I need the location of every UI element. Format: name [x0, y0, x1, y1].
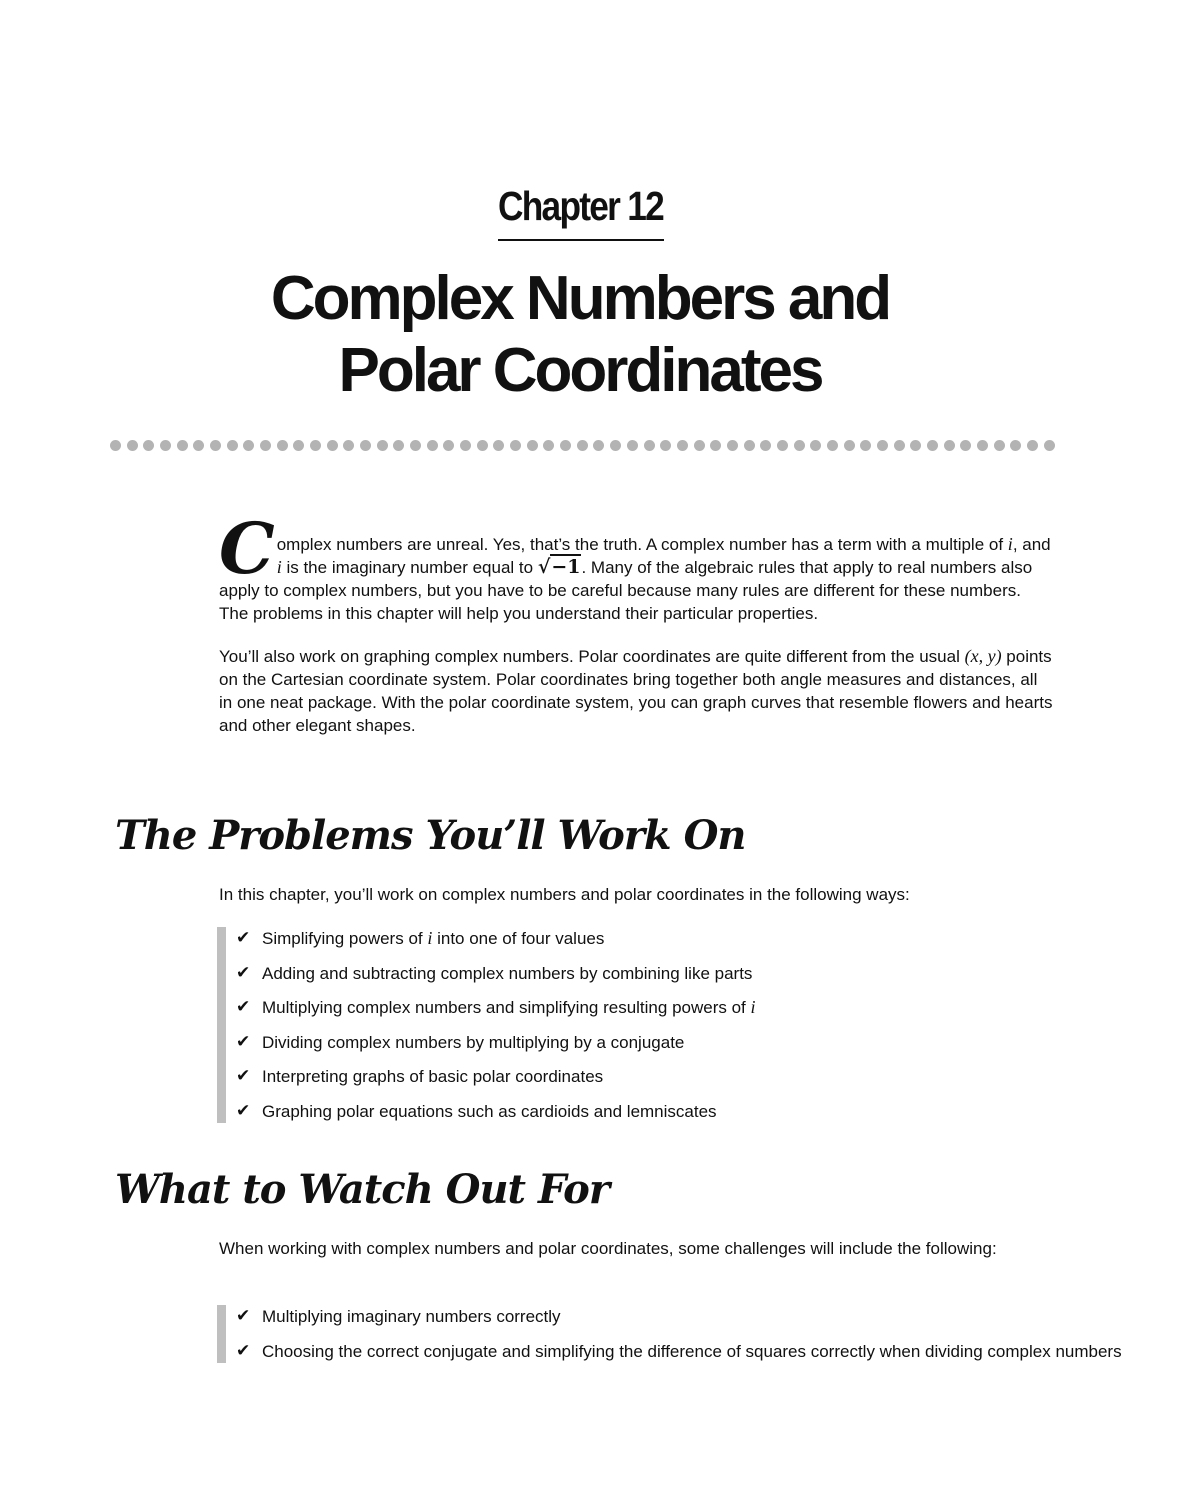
divider-dot	[310, 440, 321, 451]
divider-dot	[543, 440, 554, 451]
sqrt-neg-one	[538, 554, 582, 578]
divider-dot	[610, 440, 621, 451]
list-item	[226, 927, 756, 950]
divider-dot	[1027, 440, 1038, 451]
divider-dot	[527, 440, 538, 451]
list-item-text: Multiplying imaginary numbers correctly	[262, 1307, 561, 1326]
divider-dot	[1044, 440, 1055, 451]
divider-dot	[377, 440, 388, 451]
divider-dot	[260, 440, 271, 451]
list-item-text: Interpreting graphs of basic polar coordinates	[262, 1067, 604, 1086]
divider-dot	[593, 440, 604, 451]
list-item	[226, 1340, 1122, 1363]
divider-dot	[927, 440, 938, 451]
divider-dot	[243, 440, 254, 451]
list-item-text: Dividing complex numbers by multiplying by a conjugate	[262, 1032, 685, 1052]
checkmark-icon: ✔	[236, 1306, 251, 1326]
dotted-divider	[110, 438, 1055, 452]
section-heading-watch-out: What to Watch Out For	[115, 1166, 609, 1213]
divider-dot	[694, 440, 705, 451]
divider-dot	[1010, 440, 1021, 451]
chapter-title-line-1: Complex Numbers and	[270, 264, 890, 333]
list-item-text: Adding and subtracting complex numbers by combining like parts	[262, 963, 753, 983]
divider-dot	[627, 440, 638, 451]
divider-dot	[660, 440, 671, 451]
divider-dot	[777, 440, 788, 451]
divider-dot	[677, 440, 688, 451]
list-item	[226, 1065, 756, 1088]
divider-dot	[143, 440, 154, 451]
divider-dot	[427, 440, 438, 451]
imaginary-unit: i	[1007, 534, 1013, 554]
imaginary-unit: i	[276, 557, 282, 577]
list-item	[226, 962, 756, 985]
intro-p1-text-a: omplex numbers are unreal. Yes, that’s the truth. A complex number has a term with a multiple of	[276, 535, 1008, 554]
list-item-text: Multiplying complex numbers and simplifying resulting powers of	[262, 998, 751, 1017]
divider-dot	[460, 440, 471, 451]
xy-point: (x, y)	[964, 646, 1002, 666]
sqrt-radicand: −1	[551, 556, 581, 578]
imaginary-unit: i	[427, 928, 433, 948]
divider-dot	[110, 440, 121, 451]
divider-dot	[343, 440, 354, 451]
divider-dot	[827, 440, 838, 451]
divider-dot	[277, 440, 288, 451]
watch-out-intro: When working with complex numbers and polar coordinates, some challenges will include the following:	[219, 1239, 997, 1258]
divider-dot	[293, 440, 304, 451]
chapter-title	[230, 263, 930, 407]
divider-dot	[794, 440, 805, 451]
divider-dot	[327, 440, 338, 451]
list-item-text: Graphing polar equations such as cardioids and lemniscates	[262, 1101, 717, 1121]
checkmark-icon: ✔	[236, 1066, 251, 1086]
intro-paragraph-1	[219, 507, 1054, 625]
divider-dot	[910, 440, 921, 451]
divider-dot	[193, 440, 204, 451]
list-item-text: Simplifying powers of	[262, 929, 428, 948]
divider-dot	[810, 440, 821, 451]
chapter-underline	[498, 239, 664, 241]
divider-dot	[210, 440, 221, 451]
imaginary-unit: i	[750, 997, 756, 1017]
divider-dot	[727, 440, 738, 451]
checkmark-icon: ✔	[236, 928, 251, 948]
checkmark-icon: ✔	[236, 997, 251, 1017]
divider-dot	[577, 440, 588, 451]
divider-dot	[944, 440, 955, 451]
list-item	[226, 1100, 756, 1123]
sqrt-symbol: √	[537, 556, 551, 578]
list-item	[226, 1031, 756, 1054]
watch-out-list	[217, 1305, 1122, 1363]
divider-dot	[177, 440, 188, 451]
divider-dot	[844, 440, 855, 451]
checkmark-icon: ✔	[236, 1100, 251, 1121]
divider-dot	[510, 440, 521, 451]
intro-p1-text-b: , and	[1012, 535, 1051, 554]
drop-cap: C	[219, 507, 275, 590]
divider-dot	[760, 440, 771, 451]
divider-dot	[744, 440, 755, 451]
divider-dot	[410, 440, 421, 451]
section-heading-problems: The Problems You’ll Work On	[115, 812, 746, 859]
divider-dot	[977, 440, 988, 451]
divider-dot	[443, 440, 454, 451]
problems-intro: In this chapter, you’ll work on complex numbers and polar coordinates in the following ways:	[219, 885, 910, 904]
divider-dot	[560, 440, 571, 451]
divider-dot	[894, 440, 905, 451]
divider-dot	[360, 440, 371, 451]
list-item	[226, 1305, 1122, 1328]
intro-p2-text-a: You’ll also work on graphing complex numbers. Polar coordinates are quite different from the usual	[219, 647, 965, 666]
divider-dot	[493, 440, 504, 451]
divider-dot	[227, 440, 238, 451]
divider-dot	[960, 440, 971, 451]
chapter-intro	[219, 507, 1054, 757]
intro-p2-text-b: points on the Cartesian coordinate system. Polar coordinates bring together both angle measures and distances, all in one neat package. With the polar coordinate system, you can graph curves that resemble flowers and hearts and other elegant shapes.	[219, 647, 1053, 735]
list-item-text: Choosing the correct conjugate and simplifying the difference of squares correctly when dividing complex numbers	[262, 1341, 1122, 1361]
divider-dot	[393, 440, 404, 451]
divider-dot	[710, 440, 721, 451]
checkmark-icon: ✔	[236, 1340, 251, 1361]
intro-p1-text-d: . Many of the algebraic rules that apply to real numbers also apply to complex numbers, but you have to be careful because many rules are different for these numbers. The problems in this chapter will help you understand their particular properties.	[219, 558, 1033, 623]
list-item	[226, 996, 756, 1019]
divider-dot	[127, 440, 138, 451]
divider-dot	[644, 440, 655, 451]
divider-dot	[860, 440, 871, 451]
chapter-label: Chapter 12	[498, 183, 664, 229]
intro-paragraph-2	[219, 645, 1054, 737]
chapter-title-line-2: Polar Coordinates	[338, 336, 822, 405]
checkmark-icon: ✔	[236, 1031, 251, 1052]
checkmark-icon: ✔	[236, 962, 251, 983]
list-item-text-rest: into one of four values	[432, 929, 605, 948]
divider-dot	[994, 440, 1005, 451]
divider-dot	[160, 440, 171, 451]
intro-p1-text-c: is the imaginary number equal to	[281, 558, 538, 577]
divider-dot	[477, 440, 488, 451]
divider-dot	[877, 440, 888, 451]
problems-list	[217, 927, 756, 1123]
